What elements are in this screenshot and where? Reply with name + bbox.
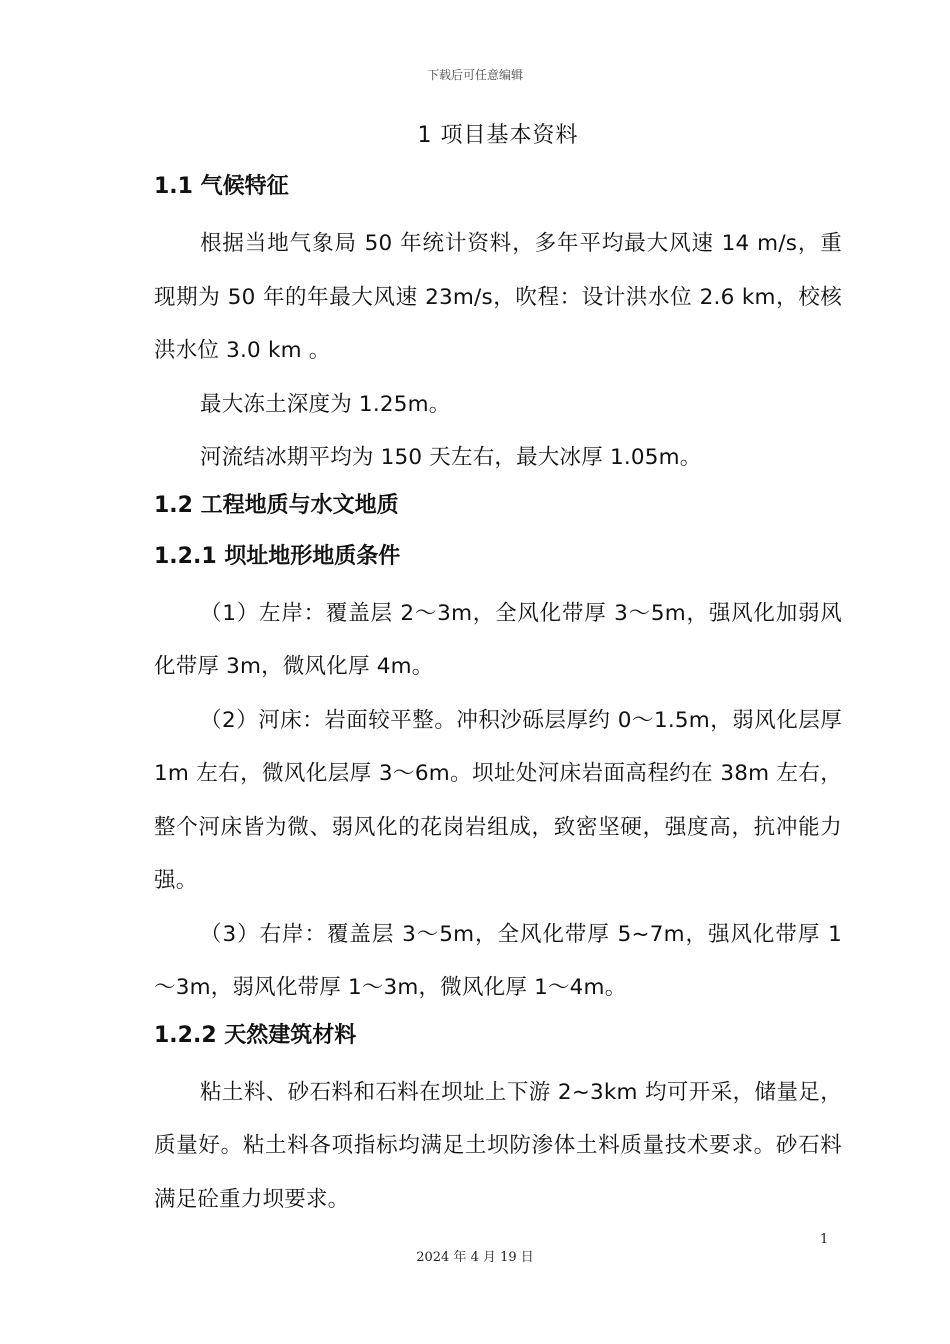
subsection-heading-1-2-2: 1.2.2 天然建筑材料 [154, 1022, 357, 1048]
paragraph-materials: 粘土料、砂石料和石料在坝址上下游 2~3km 均可开采，储量足，质量好。粘土料各项指标均满足土坝防渗体土料质量技术要求。砂石料满足砼重力坝要求。 [154, 1079, 842, 1212]
paragraph-riverbed: （2）河床：岩面较平整。冲积沙砾层厚约 0～1.5m，弱风化层厚 1m 左右，微风化层厚 3～6m。坝址处河床岩面高程约在 38m 左右，整个河床皆为微、弱风化的花岗岩组成，致密坚硬，强度高，抗冲能力强。 [154, 707, 842, 893]
page-title: 1 项目基本资料 [417, 123, 579, 148]
section-heading-1-2: 1.2 工程地质与水文地质 [154, 492, 399, 518]
paragraph-right-bank: （3）右岸：覆盖层 3～5m，全风化带厚 5~7m，强风化带厚 1～3m，弱风化带厚 1～3m，微风化厚 1～4m。 [154, 921, 842, 1000]
paragraph-frost-depth: 最大冻土深度为 1.25m。 [200, 391, 451, 417]
paragraph-ice: 河流结冰期平均为 150 天左右，最大冰厚 1.05m。 [200, 445, 702, 470]
header-note: 下载后可任意编辑 [426, 68, 523, 82]
footer-date: 2024 年 4 月 19 日 [416, 1250, 534, 1265]
paragraph-wind: 根据当地气象局 50 年统计资料，多年平均最大风速 14 m/s，重现期为 50 年的年最大风速 23m/s，吹程：设计洪水位 2.6 km，校核洪水位 3.0 km 。 [154, 231, 842, 363]
page-number: 1 [820, 1232, 829, 1247]
subsection-heading-1-2-1: 1.2.1 坝址地形地质条件 [154, 543, 401, 569]
section-heading-1-1: 1.1 气候特征 [154, 174, 289, 199]
paragraph-left-bank: （1）左岸：覆盖层 2～3m，全风化带厚 3～5m，强风化加弱风化带厚 3m，微风化厚 4m。 [154, 600, 842, 679]
document-body [154, 114, 842, 1226]
